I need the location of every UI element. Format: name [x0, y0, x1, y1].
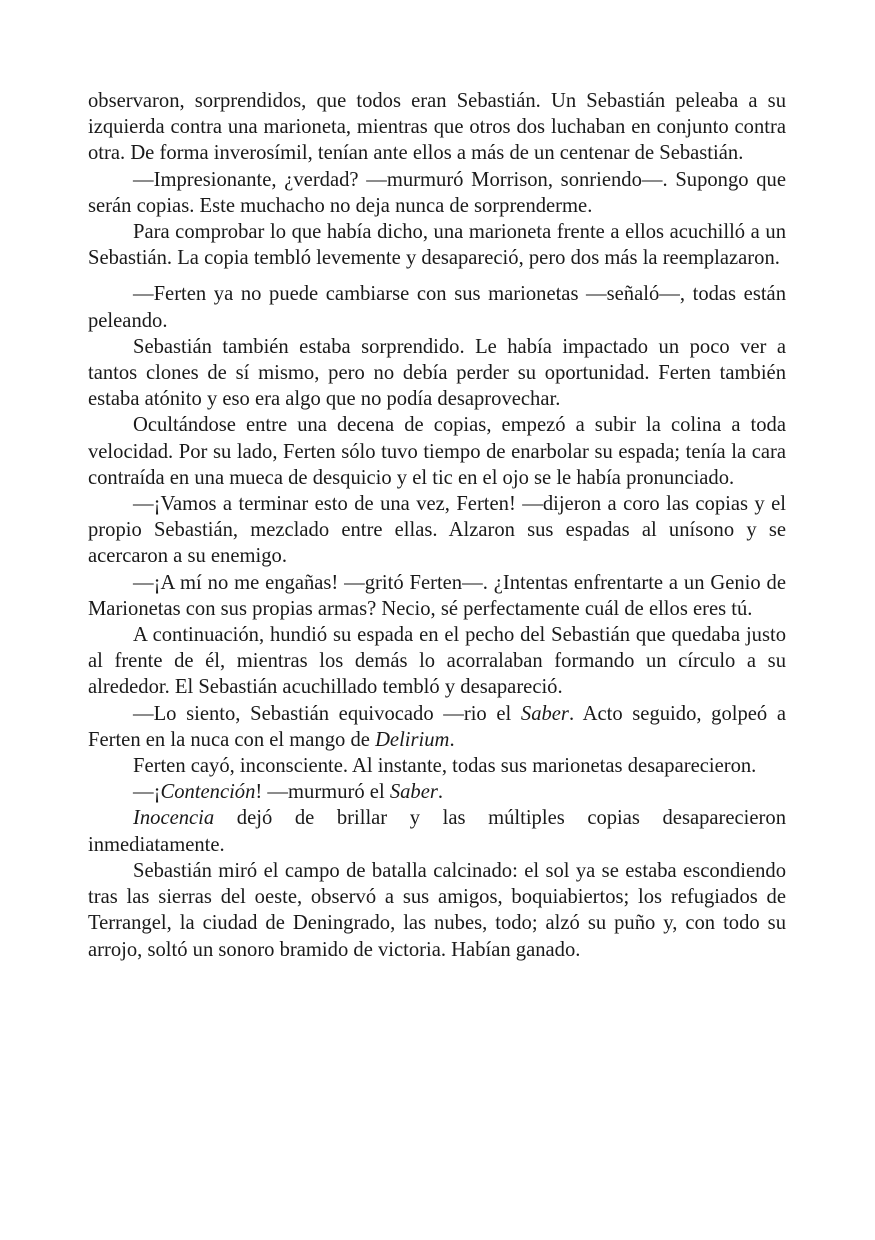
paragraph — [88, 167, 786, 219]
text-run: Para comprobar lo que había dicho, una marioneta frente a ellos acuchilló a un Sebastián. La copia tembló levemente y desapareció, pero dos más la reemplazaron. — [88, 221, 786, 270]
paragraph — [88, 88, 786, 167]
book-page — [88, 88, 786, 963]
italic-term: Saber — [389, 781, 438, 804]
text-run: —¡ — [133, 781, 161, 804]
paragraph — [88, 570, 786, 622]
text-run: Ocultándose entre una decena de copias, empezó a subir la colina a toda velocidad. Por su lado, Ferten sólo tuvo tiempo de enarbolar su espada; tenía la cara contraída en una mueca de desquicio y el tic en el ojo se le había pronunciado. — [88, 414, 786, 489]
text-run: ! —murmuró el — [255, 781, 390, 804]
paragraph — [88, 858, 786, 963]
paragraph — [88, 281, 786, 333]
text-run: A continuación, hundió su espada en el pecho del Sebastián que quedaba justo al frente de él, mientras los demás lo acorralaban formando un círculo a su alrededor. El Sebastián acuchillado tembló y desapareció. — [88, 624, 786, 699]
text-run: . — [437, 781, 444, 804]
text-run: —Lo siento, Sebastián equivocado —rio el — [133, 702, 521, 725]
paragraph — [88, 219, 786, 271]
paragraph — [88, 334, 786, 413]
text-run: Sebastián miró el campo de batalla calcinado: el sol ya se estaba escondiendo tras las sierras del oeste, observó a sus amigos, boquiabiertos; los refugiados de Terrangel, la ciudad de Deningrado, las nubes, todo; alzó su puño y, con todo su arrojo, soltó un sonoro bramido de victoria. Habían ganado. — [88, 859, 786, 961]
paragraph — [88, 412, 786, 491]
text-run: —Ferten ya no puede cambiarse con sus marionetas —señaló—, todas están peleando. — [88, 283, 786, 332]
paragraph — [88, 753, 786, 779]
text-run: . Acto seguido, golpeó a Ferten en la nuca con el mango de — [88, 702, 786, 751]
text-run: . — [449, 728, 455, 751]
paragraph — [88, 779, 786, 805]
text-run: —¡A mí no me engañas! —gritó Ferten—. ¿Intentas enfrentarte a un Genio de Marionetas con sus propias armas? Necio, sé perfectamente cuál de ellos eres tú. — [88, 571, 786, 620]
paragraph — [88, 701, 786, 753]
paragraph — [88, 491, 786, 570]
italic-term: Inocencia — [133, 807, 215, 830]
italic-term: Saber — [520, 702, 569, 725]
text-run: Sebastián también estaba sorprendido. Le había impactado un poco ver a tantos clones de sí mismo, pero no debía perder su oportunidad. Ferten también estaba atónito y eso era algo que no podía desaprovechar. — [88, 335, 786, 411]
paragraph — [88, 805, 786, 857]
text-run: —Impresionante, ¿verdad? —murmuró Morrison, sonriendo—. Supongo que serán copias. Este muchacho no deja nunca de sorprenderme. — [88, 168, 786, 217]
italic-term: Contención — [160, 781, 256, 804]
italic-term: Delirium — [375, 728, 450, 751]
text-run: dejó de brillar y las múltiples copias desaparecieron inmediatamente. — [88, 807, 786, 856]
text-run: Ferten cayó, inconsciente. Al instante, todas sus marionetas desaparecieron. — [133, 755, 757, 778]
paragraph — [88, 622, 786, 701]
text-run: observaron, sorprendidos, que todos eran Sebastián. Un Sebastián peleaba a su izquierda contra una marioneta, mientras que otros dos luchaban en conjunto contra otra. De forma inverosímil, tenían ante ellos a más de un centenar de Sebastián. — [88, 90, 786, 165]
text-run: —¡Vamos a terminar esto de una vez, Ferten! —dijeron a coro las copias y el propio Sebastián, mezclado entre ellas. Alzaron sus espadas al unísono y se acercaron a su enemigo. — [88, 493, 786, 568]
